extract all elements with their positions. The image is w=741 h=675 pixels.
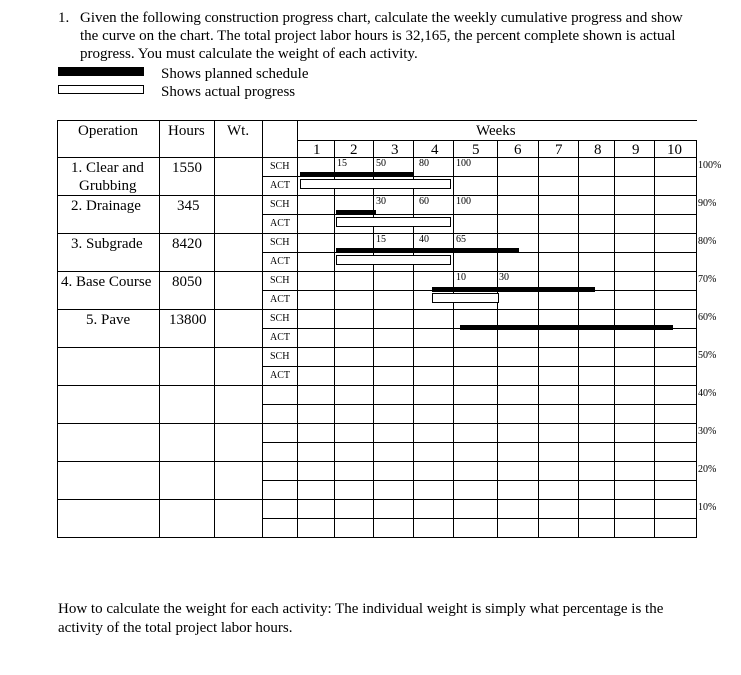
act-label: ACT bbox=[270, 370, 290, 381]
header-operation: Operation bbox=[78, 123, 138, 139]
planned-bar-pave bbox=[460, 325, 673, 330]
percent-label: 60% bbox=[698, 312, 717, 323]
sch-label: SCH bbox=[270, 199, 290, 210]
progress-mark: 65 bbox=[456, 234, 466, 245]
sch-label: SCH bbox=[270, 275, 290, 286]
progress-mark: 80 bbox=[419, 158, 429, 169]
operation-name: 1. Clear and bbox=[71, 160, 144, 176]
progress-mark: 50 bbox=[376, 158, 386, 169]
week-number: 1 bbox=[313, 142, 321, 158]
planned-bar-subgrade bbox=[336, 248, 519, 253]
week-number: 2 bbox=[350, 142, 358, 158]
percent-label: 90% bbox=[698, 198, 717, 209]
act-label: ACT bbox=[270, 180, 290, 191]
percent-label: 40% bbox=[698, 388, 717, 399]
percent-label: 70% bbox=[698, 274, 717, 285]
operation-name: 4. Base Course bbox=[61, 274, 152, 290]
percent-label: 10% bbox=[698, 502, 717, 513]
sch-label: SCH bbox=[270, 313, 290, 324]
footer-note: How to calculate the weight for each activity: The individual weight is simply what percentage is the activity of the total project labor hours. bbox=[58, 601, 664, 636]
actual-bar-base-course bbox=[432, 293, 499, 303]
operation-name-line2: Grubbing bbox=[79, 178, 137, 194]
operation-hours: 8050 bbox=[172, 274, 202, 290]
header-hours: Hours bbox=[168, 123, 205, 139]
progress-mark: 40 bbox=[419, 234, 429, 245]
sch-label: SCH bbox=[270, 161, 290, 172]
sch-label: SCH bbox=[270, 237, 290, 248]
progress-mark: 15 bbox=[337, 158, 347, 169]
week-number: 5 bbox=[472, 142, 480, 158]
week-number: 7 bbox=[555, 142, 563, 158]
operation-name: 5. Pave bbox=[86, 312, 131, 328]
percent-label: 50% bbox=[698, 350, 717, 361]
act-label: ACT bbox=[270, 256, 290, 267]
week-number: 9 bbox=[632, 142, 640, 158]
actual-bar-drainage bbox=[336, 217, 451, 227]
planned-bar-base-course bbox=[432, 287, 595, 292]
act-label: ACT bbox=[270, 332, 290, 343]
percent-label: 80% bbox=[698, 236, 717, 247]
question-number: 1. bbox=[58, 10, 70, 26]
operation-hours: 13800 bbox=[169, 312, 207, 328]
percent-label: 30% bbox=[698, 426, 717, 437]
sch-label: SCH bbox=[270, 351, 290, 362]
percent-label: 20% bbox=[698, 464, 717, 475]
week-number: 8 bbox=[594, 142, 602, 158]
week-number: 3 bbox=[391, 142, 399, 158]
week-number: 6 bbox=[514, 142, 522, 158]
legend-planned-swatch bbox=[58, 67, 144, 76]
legend-planned-label: Shows planned schedule bbox=[161, 66, 309, 82]
progress-mark: 100 bbox=[456, 158, 471, 169]
planned-bar-drainage bbox=[336, 210, 376, 215]
act-label: ACT bbox=[270, 218, 290, 229]
progress-mark: 15 bbox=[376, 234, 386, 245]
progress-mark: 30 bbox=[499, 272, 509, 283]
week-number: 10 bbox=[667, 142, 682, 158]
actual-bar-subgrade bbox=[336, 255, 451, 265]
progress-mark: 30 bbox=[376, 196, 386, 207]
progress-mark: 10 bbox=[456, 272, 466, 283]
progress-mark: 100 bbox=[456, 196, 471, 207]
operation-hours: 1550 bbox=[172, 160, 202, 176]
operation-hours: 345 bbox=[177, 198, 200, 214]
percent-label: 100% bbox=[698, 160, 722, 171]
question-text: Given the following construction progress chart, calculate the weekly cumulative progress and show the curve on the chart. The total project labor hours is 32,165, the percent complete shown is actual progress. You must calculate the weight of each activity. bbox=[80, 10, 683, 62]
operation-hours: 8420 bbox=[172, 236, 202, 252]
header-weeks: Weeks bbox=[476, 123, 516, 139]
operation-name: 3. Subgrade bbox=[71, 236, 143, 252]
progress-mark: 60 bbox=[419, 196, 429, 207]
act-label: ACT bbox=[270, 294, 290, 305]
legend-actual-label: Shows actual progress bbox=[161, 84, 296, 100]
operation-name: 2. Drainage bbox=[71, 198, 141, 214]
actual-bar-clear-grubbing bbox=[300, 179, 451, 189]
planned-bar-clear-grubbing bbox=[300, 172, 413, 177]
legend-actual-swatch bbox=[58, 85, 144, 94]
week-number: 4 bbox=[431, 142, 439, 158]
header-weight: Wt. bbox=[227, 123, 250, 139]
